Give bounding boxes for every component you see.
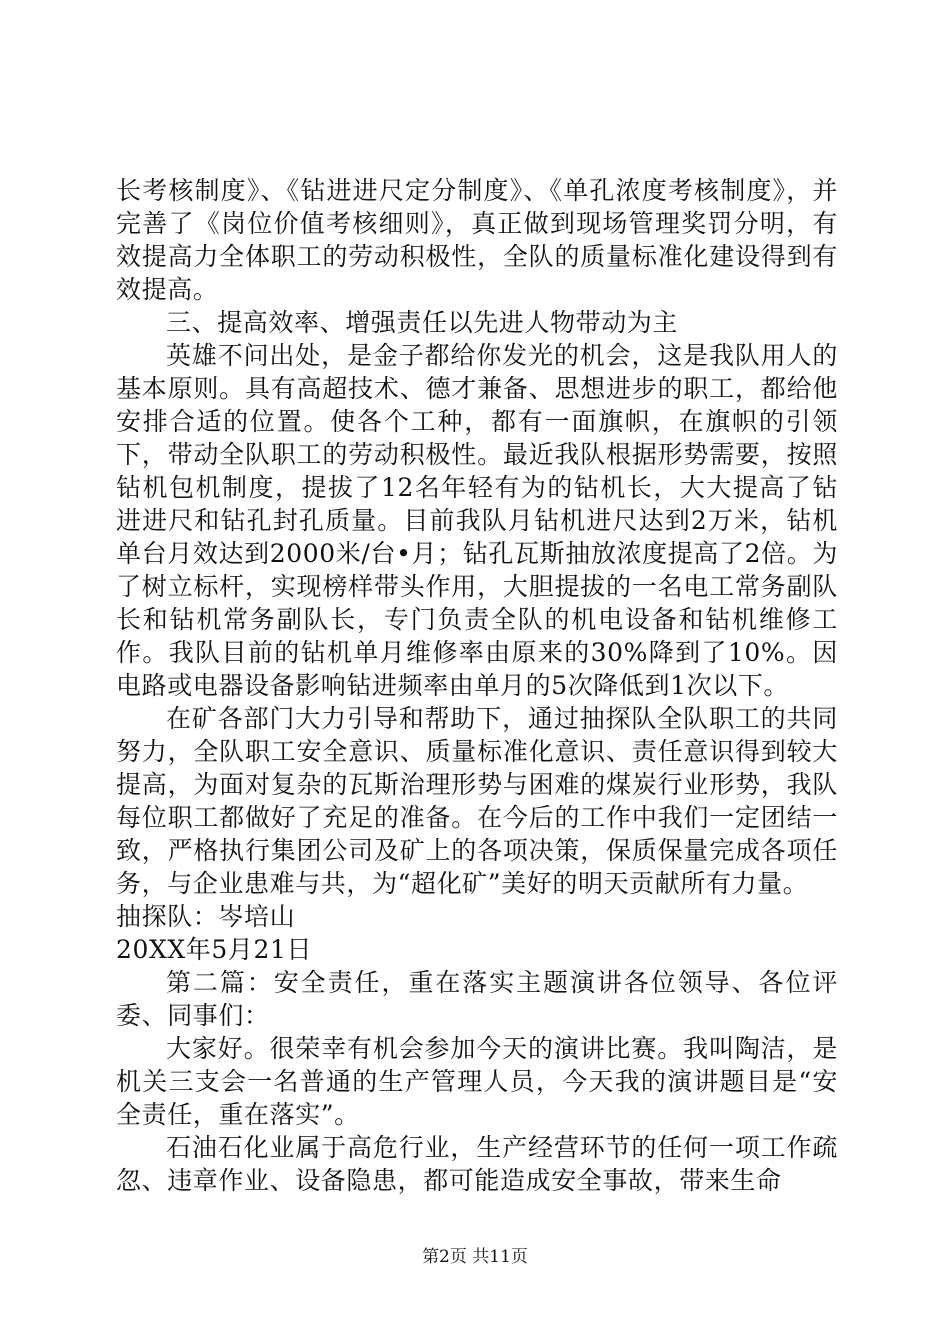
paragraph: 在矿各部门大力引导和帮助下，通过抽探队全队职工的共同努力，全队职工安全意识、质量标准化意识、责任意识得到较大提高，为面对复杂的瓦斯治理形势与困难的煤炭行业形势，我队每位职工都做好了充足的准备。在今后的工作中我们一定团结一致，严格执行集团公司及矿上的各项决策，保质保量完成各项任务，与企业患难与共，为“超化矿”美好的明天贡献所有力量。 — [116, 704, 838, 898]
paragraph: 石油石化业属于高危行业，生产经营环节的任何一项工作疏忽、违章作业、设备隐患，都可能造成安全事故，带来生命 — [116, 1133, 838, 1195]
signature-name: 抽探队：岑培山 — [116, 902, 296, 931]
section-heading: 三、提高效率、增强责任以先进人物带动为主 — [166, 308, 679, 337]
paragraph: 大家好。很荣幸有机会参加今天的演讲比赛。我叫陶洁，是机关三支会一名普通的生产管理人员，今天我的演讲题目是“安全责任，重在落实”。 — [116, 1034, 838, 1129]
paragraph-continuation: 长考核制度》、《钻进进尺定分制度》、《单孔浓度考核制度》，并完善了《岗位价值考核细则》，真正做到现场管理奖罚分明，有效提高力全体职工的劳动积极性，全队的质量标准化建设得到有效提高。 — [116, 176, 838, 304]
page-number: 第2页 共11页 — [422, 1247, 528, 1267]
document-body — [116, 174, 838, 1197]
paragraph: 英雄不问出处，是金子都给你发光的机会，这是我队用人的基本原则。具有高超技术、德才兼备、思想进步的职工，都给他安排合适的位置。使各个工种，都有一面旗帜，在旗帜的引领下，带动全队职工的劳动积极性。最近我队根据形势需要，按照钻机包机制度，提拔了12名年轻有为的钻机长，大大提高了钻进进尺和钻孔封孔质量。目前我队月钻机进尺达到2万米，钻机单台月效达到2000米/台•月；钻孔瓦斯抽放浓度提高了2倍。为了树立标杆，实现榜样带头作用，大胆提拔的一名电工常务副队长和钻机常务副队长，专门负责全队的机电设备和钻机维修工作。我队目前的钻机单月维修率由原来的30%降到了10%。因电路或电器设备影响钻进频率由单月的5次降低到1次以下。 — [116, 341, 838, 700]
chapter-heading: 第二篇：安全责任，重在落实主题演讲各位领导、各位评委、同事们： — [116, 968, 838, 1030]
signature-date: 20XX年5月21日 — [116, 935, 313, 964]
